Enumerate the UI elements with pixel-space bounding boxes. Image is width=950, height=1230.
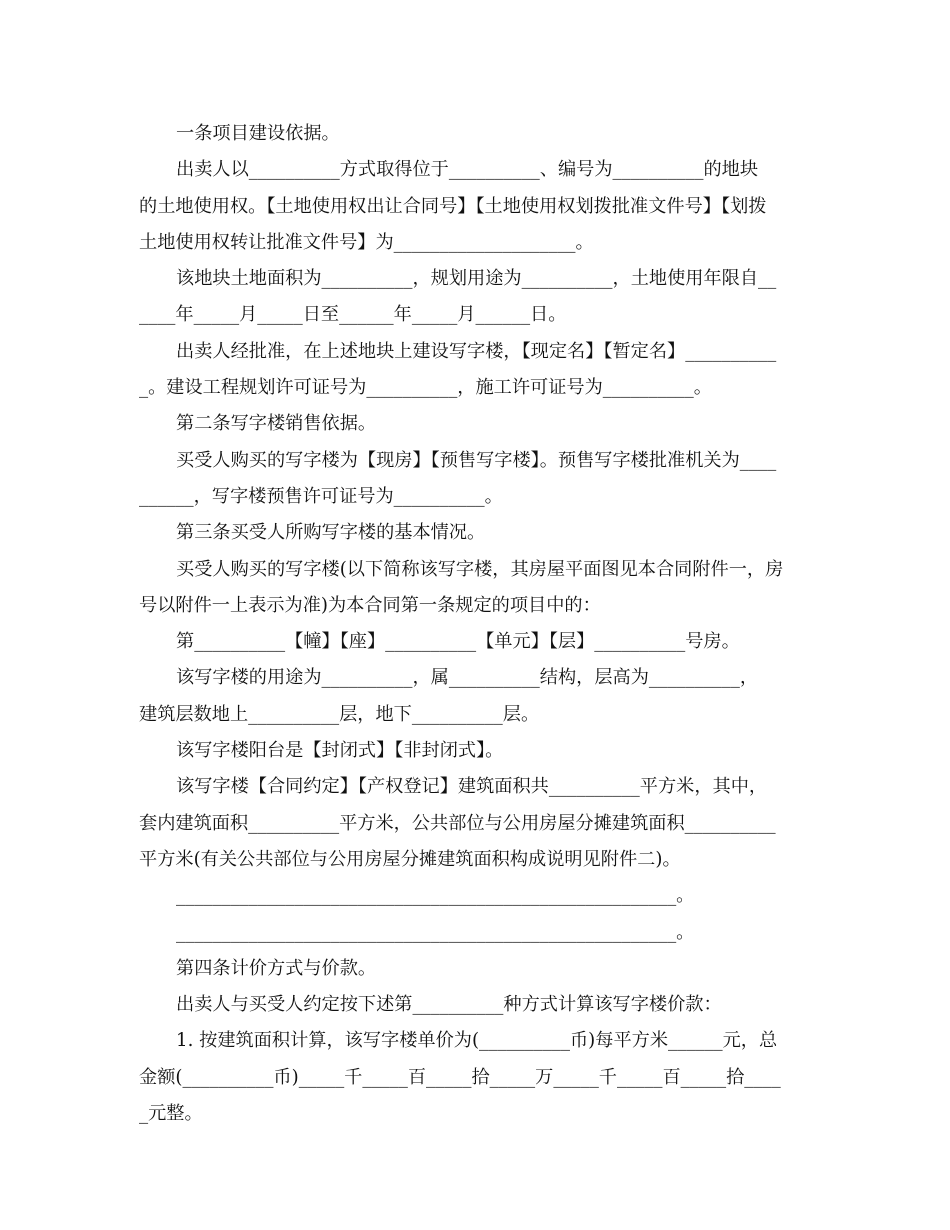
text-line: _______________________________________________________。 (176, 921, 695, 943)
text-line: 第四条计价方式与价款。 (176, 957, 377, 979)
text-line: 1. 按建筑面积计算，该写字楼单价为(__________币)每平方米______元，总 (176, 1030, 778, 1052)
text-line: 一条项目建设依据。 (176, 123, 340, 144)
text-line: 出卖人以__________方式取得位于__________、编号为__________的地块 (176, 159, 759, 181)
contract-text (139, 116, 811, 1132)
text-line: 买受人购买的写字楼为【现房】【预售写字楼】。预售写字楼批准机关为____ (176, 449, 777, 471)
text-line: 第__________【幢】【座】__________【单元】【层】__________号房。 (176, 631, 740, 653)
text-line: 金额(__________币)_____千_____百_____拾_____万_____千_____百_____拾____ (139, 1066, 781, 1088)
text-line: 该地块土地面积为__________，规划用途为__________，土地使用年限自__ (176, 268, 777, 290)
text-line: ____年_____月_____日至______年_____月______日。 (139, 304, 567, 326)
text-line: 该写字楼的用途为__________，属__________结构，层高为__________， (176, 667, 759, 689)
text-line: 套内建筑面积__________平方米，公共部位与公用房屋分摊建筑面积__________ (139, 812, 776, 834)
text-line: 第二条写字楼销售依据。 (176, 413, 377, 435)
text-line: 号以附件一上表示为准)为本合同第一条规定的项目中的： (139, 594, 601, 616)
text-line: 买受人购买的写字楼(以下简称该写字楼，其房屋平面图见本合同附件一，房 (176, 558, 784, 580)
text-line: 建筑层数地上__________层，地下__________层。 (139, 703, 540, 725)
text-line: _元整。 (139, 1103, 203, 1125)
text-line: 该写字楼【合同约定】【产权登记】建筑面积共__________平方米，其中， (176, 776, 768, 798)
text-line: 第三条买受人所购写字楼的基本情况。 (176, 522, 486, 544)
text-line: 平方米(有关公共部位与公用房屋分摊建筑面积构成说明见附件二)。 (139, 848, 681, 870)
text-line: 该写字楼阳台是【封闭式】【非封闭式】。 (176, 740, 504, 762)
text-line: _______________________________________________________。 (176, 885, 695, 907)
text-line: ______，写字楼预售许可证号为__________。 (139, 485, 503, 507)
text-line: 土地使用权转让批准文件号】为____________________。 (139, 231, 594, 253)
text-line: 出卖人经批准，在上述地块上建设写字楼，【现定名】【暂定名】__________ (176, 340, 777, 362)
text-line: 出卖人与买受人约定按下述第__________种方式计算该写字楼价款： (176, 994, 722, 1016)
text-line: _。建设工程规划许可证号为__________，施工许可证号为__________。 (139, 377, 712, 399)
text-line: 的土地使用权。【土地使用权出让合同号】【土地使用权划拨批准文件号】【划拨 (139, 195, 767, 217)
